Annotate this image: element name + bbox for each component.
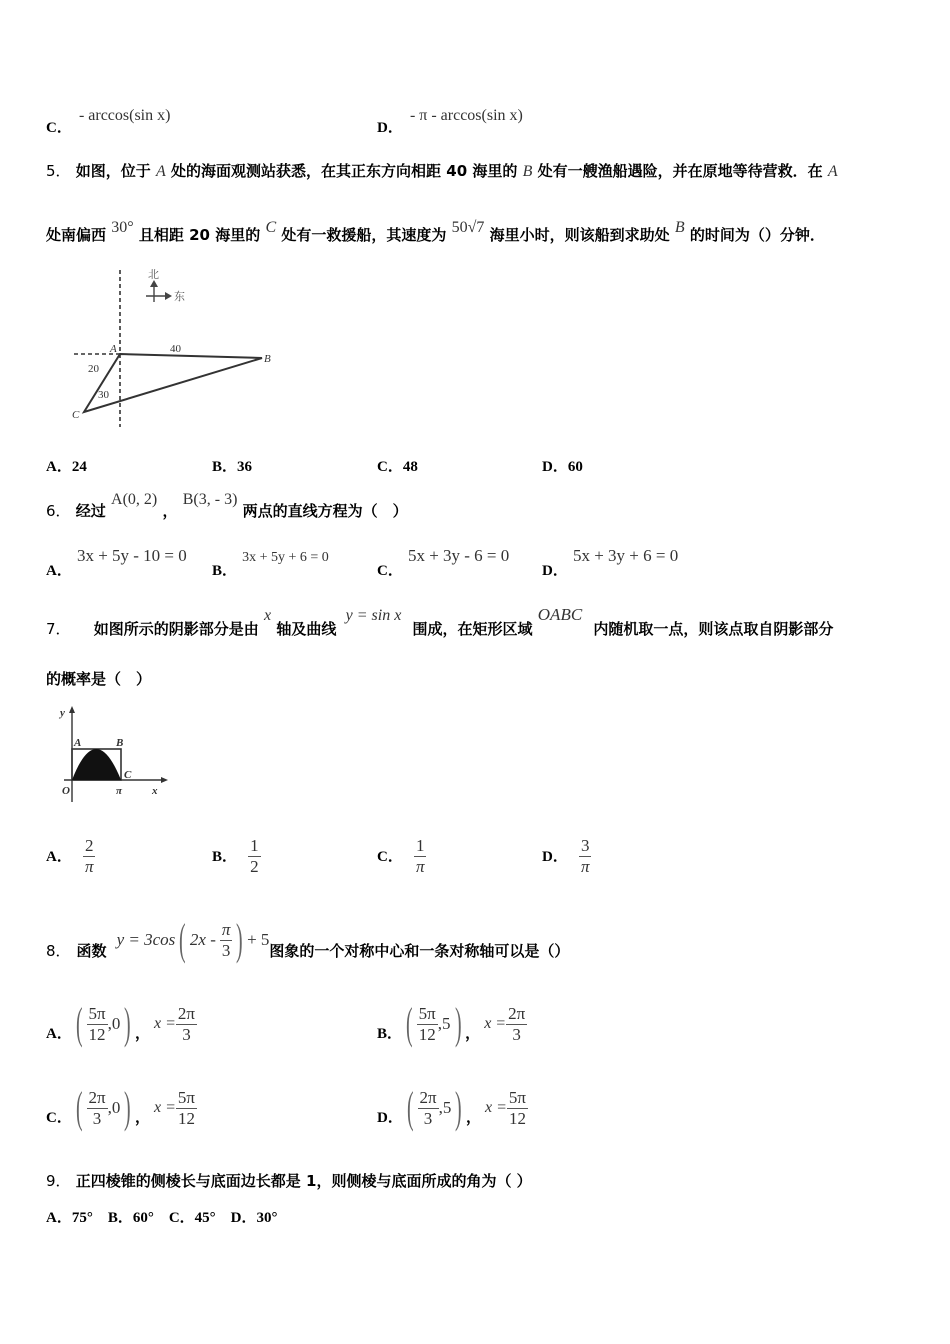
question-text: 海里小时，则该船到求助处 <box>489 226 670 244</box>
question-text: 正四棱锥的侧棱长与底面边长都是 1，则侧棱与底面所成的角为（ ） <box>75 1172 532 1190</box>
denominator: 12 <box>418 1024 436 1044</box>
denominator: 12 <box>508 1108 526 1128</box>
option-label: C． <box>46 1109 72 1126</box>
q7-option-d <box>542 836 591 877</box>
q7-line-1 <box>46 604 834 638</box>
denominator: 3 <box>221 940 231 960</box>
numerator: 2π <box>419 1087 437 1107</box>
question-text: 经过 <box>75 502 106 520</box>
numerator: 2π <box>508 1003 526 1023</box>
q5-option-b <box>212 455 252 476</box>
option-expression: - π - arccos(sin x) <box>409 107 523 124</box>
axis-prefix: x = <box>485 1099 507 1116</box>
q8-question: 8． 函数 y = 3cos ( 2x - $\frac{\pi}{3}$ ) + 5 图象的一个对称中心和一条对称轴可以是（） <box>46 915 570 964</box>
options-line: A．75° B．60° C．45° D．30° <box>46 1210 278 1226</box>
point-b: B(3, - 3) <box>182 491 238 508</box>
axis-fraction <box>506 1004 527 1045</box>
axis-fraction <box>176 1004 197 1045</box>
option-fraction <box>83 836 96 877</box>
q5-line-2 <box>46 216 825 244</box>
numerator: 5π <box>418 1003 436 1023</box>
q6-question <box>46 488 408 520</box>
denominator: 3 <box>92 1108 102 1128</box>
question-text: 图象的一个对称中心和一条对称轴可以是（） <box>269 941 570 960</box>
q6-option-d <box>542 545 679 579</box>
question-number: 7． <box>46 620 71 638</box>
question-text: 如图，位于 <box>75 162 151 180</box>
label-c: C <box>72 409 80 421</box>
q5-option-a <box>46 455 87 476</box>
q8-option-d: D． ( $\frac{2\pi}{3}$ , 5 ) ， x = $\frac{5\pi}{12}$ <box>377 1083 527 1132</box>
option-label: A． <box>46 459 72 475</box>
option-label: D． <box>542 459 568 475</box>
distance-ab: 40 <box>170 343 181 355</box>
label-x: x <box>152 785 158 797</box>
center-x-fraction <box>418 1088 439 1129</box>
var-b: B <box>674 219 685 236</box>
center-y: 5 <box>442 1014 451 1033</box>
denominator: 3 <box>423 1108 433 1128</box>
denominator: 12 <box>88 1024 106 1044</box>
north-label: 北 <box>148 268 159 281</box>
distance-ac: 20 <box>88 363 99 375</box>
numerator: 1 <box>415 836 425 855</box>
option-value: 48 <box>402 459 418 475</box>
denominator: π <box>415 857 425 876</box>
q5-figure <box>66 262 296 432</box>
option-equation: 3x + 5y + 6 = 0 <box>242 550 329 565</box>
inner-fraction <box>220 920 233 961</box>
option-fraction <box>248 836 261 877</box>
q7-option-a <box>46 836 95 877</box>
var-c: C <box>265 219 277 236</box>
q4-option-c <box>46 104 171 136</box>
option-label: C． <box>377 563 403 579</box>
label-b: B <box>116 737 124 749</box>
q9-options <box>46 1206 278 1227</box>
q8-option-b: B． ( $\frac{5\pi}{12}$ , 5 ) ， x = $\frac{2\pi}{3}$ <box>377 999 526 1048</box>
shaded-region <box>72 749 121 780</box>
option-label: D． <box>542 563 568 579</box>
function-prefix: y = 3cos <box>116 930 176 949</box>
q7-line-2 <box>46 668 151 689</box>
numerator: 2π <box>88 1087 106 1107</box>
option-equation: 5x + 3y - 6 = 0 <box>407 546 510 565</box>
question-text: 围成，在矩形区域 <box>412 620 533 638</box>
option-value: 24 <box>71 459 87 475</box>
q6-option-c <box>377 545 510 579</box>
label-a: A <box>74 737 82 749</box>
denominator: π <box>580 857 590 876</box>
curve-expression: y = sin x <box>345 607 402 624</box>
axis-prefix: x = <box>484 1015 507 1032</box>
denominator: 12 <box>177 1108 195 1128</box>
center-y: 5 <box>442 1098 452 1117</box>
label-pi: π <box>116 785 123 797</box>
option-label: D． <box>377 1109 403 1126</box>
option-label: D． <box>542 849 568 865</box>
numerator: 2π <box>177 1003 196 1023</box>
q7-option-b <box>212 836 261 877</box>
var-a: A <box>827 163 838 180</box>
numerator: 5π <box>177 1087 196 1107</box>
angle-value: 30° <box>111 219 134 236</box>
center-y: 0 <box>111 1014 121 1033</box>
label-o: O <box>62 785 70 797</box>
label-c: C <box>124 769 132 781</box>
option-expression: - arccos(sin x) <box>78 107 171 124</box>
center-x-fraction <box>417 1004 438 1045</box>
option-label: B． <box>212 563 238 579</box>
region-name: OABC <box>537 605 583 624</box>
option-label: A． <box>46 849 72 865</box>
q8-option-a: A． ( $\frac{5\pi}{12}$ , 0 ) ， x = $\frac{2\pi}{3}$ <box>46 999 196 1048</box>
question-text: 处的海面观测站获悉，在其正东方向相距 40 海里的 <box>171 162 518 180</box>
question-text: 轴及曲线 <box>276 620 337 638</box>
option-label: A． <box>46 1025 72 1042</box>
denominator: π <box>84 857 94 876</box>
numerator: 1 <box>250 836 259 855</box>
q4-option-d <box>377 104 523 136</box>
option-label: B． <box>212 459 238 475</box>
center-x-fraction <box>87 1004 108 1045</box>
q7-figure <box>54 702 172 808</box>
function-inner: 2x - <box>189 930 216 949</box>
axis-fraction <box>176 1088 197 1129</box>
center-x-fraction <box>87 1088 108 1129</box>
q5-option-d <box>542 455 583 476</box>
question-text: 的时间为（）分钟． <box>689 226 825 244</box>
question-text: 处有一艘渔船遇险，并在原地等待营救．在 <box>537 162 823 180</box>
numerator: 5π <box>88 1003 106 1023</box>
axis-fraction <box>507 1088 528 1129</box>
option-label: A． <box>46 563 72 579</box>
angle-label: 30 <box>98 389 109 401</box>
question-number: 9． <box>46 1172 71 1190</box>
question-number: 5． <box>46 162 71 180</box>
q7-option-c <box>377 836 426 877</box>
numerator: π <box>221 919 231 939</box>
numerator: 5π <box>508 1087 527 1107</box>
question-number: 6． <box>46 502 71 520</box>
compass <box>146 268 185 303</box>
option-fraction <box>579 836 592 877</box>
label-y: y <box>60 707 65 719</box>
east-label: 东 <box>174 290 185 303</box>
option-label: D． <box>377 120 403 136</box>
center-y: 0 <box>111 1098 121 1117</box>
axis-prefix: x = <box>154 1015 176 1032</box>
option-fraction <box>414 836 427 877</box>
question-text: 函数 <box>76 941 107 960</box>
question-text: 两点的直线方程为（ ） <box>242 502 408 520</box>
option-label: B． <box>377 1025 403 1042</box>
option-equation: 5x + 3y + 6 = 0 <box>572 546 679 565</box>
question-text: 处有一救援船，其速度为 <box>281 226 447 244</box>
triangle-abc <box>84 354 262 412</box>
numerator: 2 <box>84 836 94 855</box>
question-text: 如图所示的阴影部分是由 <box>93 620 259 638</box>
point-a: A(0, 2) <box>111 491 158 508</box>
denominator: 2 <box>250 857 259 876</box>
q6-option-a <box>46 545 187 579</box>
denominator: 3 <box>512 1024 521 1044</box>
option-label: B． <box>212 849 238 865</box>
var-b: B <box>522 163 533 180</box>
var-x: x <box>264 607 272 624</box>
option-value: 36 <box>237 459 253 475</box>
q5-line-1 <box>46 160 838 181</box>
option-label: C． <box>377 849 403 865</box>
var-a: A <box>156 163 166 180</box>
label-a: A <box>110 343 117 355</box>
question-number: 8． <box>46 941 71 960</box>
q8-option-c: C． ( $\frac{2\pi}{3}$ , 0 ) ， x = $\frac{5\pi}{12}$ <box>46 1083 196 1132</box>
option-value: 60 <box>567 459 583 475</box>
option-label: C． <box>377 459 403 475</box>
question-text: 的概率是（ ） <box>46 670 152 688</box>
option-equation: 3x + 5y - 10 = 0 <box>76 546 187 565</box>
q5-option-c <box>377 455 418 476</box>
question-text: 内随机取一点，则该点取自阴影部分 <box>593 620 834 638</box>
question-text: 且相距 20 海里的 <box>138 226 261 244</box>
label-b: B <box>264 353 271 365</box>
q9-question <box>46 1170 532 1191</box>
comma: ， <box>162 502 178 520</box>
axis-prefix: x = <box>154 1099 176 1116</box>
q6-option-b <box>212 545 329 579</box>
function-suffix: + 5 <box>247 930 270 949</box>
denominator: 3 <box>182 1024 191 1044</box>
speed-value: 50√7 <box>451 219 485 236</box>
numerator: 3 <box>580 836 590 855</box>
option-label: C． <box>46 120 72 136</box>
question-text: 处南偏西 <box>46 226 107 244</box>
